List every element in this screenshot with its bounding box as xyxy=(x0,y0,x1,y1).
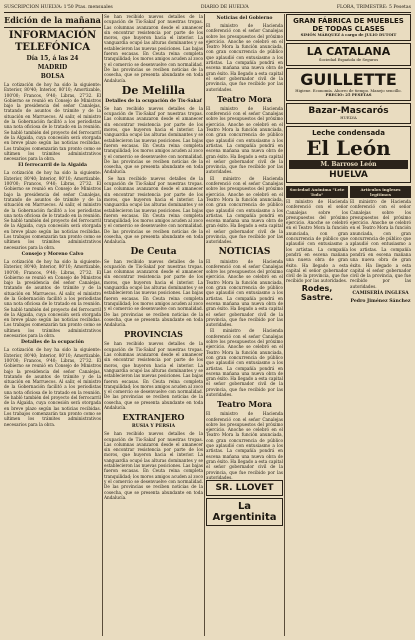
subscription-right: FLORA, TRIMESTRE: 5 Pesetas xyxy=(336,5,411,10)
paper-name: DIARIO DE HUELVA xyxy=(200,5,249,10)
article-body: Se han recibido nuevos detalles de la ocupación de Tis-Sakaf por nuestras tropas. Las columnas avanzaron desde el amanecer sin encontrar resistencia por parte de los moros, que huyeron hacia el interior. La vanguardia ocupó las alturas dominantes y se establecieron las nuevas posiciones. Las bajas fueron escasas. En Ceuta reina completa tranquilidad; los moros amigos acuden al zoco y el comercio se desenvuelve con normalidad. De las provincias se reciben noticias de la cosecha, que se presenta abundante en toda Andalucía. xyxy=(104,14,203,83)
melilla-heading: De Melilla xyxy=(121,83,186,97)
article-body: Se han recibido nuevos detalles de la ocupación de Tis-Sakaf por nuestras tropas. Las columnas avanzaron desde el amanecer sin encontrar resistencia por parte de los moros, que huyeron hacia el interior. La vanguardia ocupó las alturas dominantes y se establecieron las nuevas posiciones. Las bajas fueron escasas. En Ceuta reina completa tranquilidad; los moros amigos acuden al zoco y el comercio se desenvuelve con normalidad. De las provincias se reciben noticias de la cosecha, que se presenta abundante en toda Andalucía. xyxy=(104,175,203,245)
ad-city: HUELVA xyxy=(329,169,368,180)
masthead-strip xyxy=(4,3,411,13)
ceuta-heading: De Ceuta xyxy=(130,246,177,257)
column-rule xyxy=(204,14,205,636)
article-body: El ministro de Hacienda conferenció con el señor Canalejas sobre los presupuestos del próximo ejercicio. Anoche se celebró en el Teatro Mora la función anunciada, con gran concurrencia de público que aplaudió con entusiasmo a los artistas. La compañía pondrá en escena mañana una nueva obra de gran éxito. Ha llegado a esta capital el señor gobernador civil de la provincia, que fue recibido por las autoridades. xyxy=(206,328,283,397)
guillette-ad xyxy=(286,68,411,102)
ad-name: M. Barroso León xyxy=(289,160,408,169)
noticias-heading: NOTICIAS xyxy=(218,246,271,257)
ad-title: El León xyxy=(306,135,391,160)
ingleses-ad xyxy=(350,185,411,306)
ad-subtitle: Higiene. Economía. Ahorro de tiempo. Manejo sencillo. xyxy=(295,87,402,93)
madrid-heading: MADRID xyxy=(37,64,68,71)
article-body: El ministro de Hacienda conferenció con el señor Canalejas sobre los presupuestos del próximo ejercicio. Anoche se celebró en el Teatro Mora la función anunciada, con gran concurrencia de público que aplaudió con entusiasmo a los artistas. La compañía pondrá en escena mañana una nueva obra de gran éxito. Ha llegado a esta capital el señor gobernador civil de la provincia, que fue recibido por las autoridades. xyxy=(206,105,283,175)
lete-todo-ad xyxy=(286,185,348,306)
ad-title: Artículos ingleses legítimos xyxy=(350,186,411,198)
theatre-heading: Teatro Mora xyxy=(217,399,272,410)
argentinita-ad xyxy=(206,498,283,526)
column-1 xyxy=(4,14,101,638)
subheading: Noticias del Gobierno xyxy=(216,16,273,21)
section-title: INFORMACIÓN TELEFÓNICA xyxy=(8,30,97,53)
ad-body: El ministro de Hacienda conferenció con el señor Canalejas sobre los presupuestos del próximo ejercicio. Anoche se celebró en el Teatro Mora la función anunciada, con gran concurrencia de público que aplaudió con entusiasmo a los artistas. La compañía pondrá en escena mañana una nueva obra de gran éxito. Ha llegado a esta capital el señor gobernador civil de la provincia, que fue recibido por las autoridades. xyxy=(286,198,348,284)
date-line: Día 15, á las 24 xyxy=(26,55,79,62)
llovet-ad xyxy=(206,480,283,496)
bazar-ad xyxy=(286,103,411,124)
subheading: El ferrocarril de la Algaida xyxy=(18,163,87,169)
article-body: El ministro de Hacienda conferenció con el señor Canalejas sobre los presupuestos del próximo ejercicio. Anoche se celebró en el Teatro Mora la función anunciada, con gran concurrencia de público que aplaudió con entusiasmo a los artistas. La compañía pondrá en escena mañana una nueva obra de gran éxito. Ha llegado a esta capital el señor gobernador civil de la provincia, que fue recibido por las autoridades. xyxy=(206,411,283,480)
divider xyxy=(4,27,101,28)
column-2 xyxy=(104,14,203,638)
ad-subtitle: HUELVA xyxy=(340,115,357,121)
extranjero-heading: EXTRANJERO xyxy=(122,412,185,423)
article-body: Se han recibido nuevos detalles de la ocupación de Tis-Sakaf por nuestras tropas. Las columnas avanzaron desde el amanecer sin encontrar resistencia por parte de los moros, que huyeron hacia el interior. La vanguardia ocupó las alturas dominantes y se establecieron las nuevas posiciones. Las bajas fueron escasas. En Ceuta reina completa tranquilidad; los moros amigos acuden al zoco y el comercio se desenvuelve con normalidad. De las provincias se reciben noticias de la cosecha, que se presenta abundante en toda Andalucía. xyxy=(104,105,203,175)
theatre-heading: Teatro Mora xyxy=(217,93,272,104)
column-rule xyxy=(102,14,103,636)
insurance-ad xyxy=(286,43,411,66)
el-leon-ad xyxy=(286,126,411,183)
column-4-ads xyxy=(286,14,411,638)
provincias-heading: PROVINCIAS xyxy=(124,329,183,340)
ad-kicker: Leche condensada xyxy=(312,128,385,137)
column-3 xyxy=(206,14,283,638)
ad-title: Sociedad Anónima "Lete Todo" xyxy=(286,186,348,198)
bolsa-heading: BOLSA xyxy=(40,73,65,80)
edition-title: Edición de la mañana xyxy=(4,15,101,25)
ad-title: Rodes, Sastre. xyxy=(300,283,334,302)
ad-subtitle: SIMÓN MÁRQUEZ á cargo de JULIO DUTOIT xyxy=(300,32,397,37)
subheading: RUSIA Y PERSIA xyxy=(131,424,176,430)
subheading: Detalles de la ocupación xyxy=(21,340,84,346)
article-body: La cotización de hoy ha sido la siguiente: Exterior, 80'40; Interior, 80'10; Amortizable, 100'00; Francos, 9'40; Libras, 27'32. El Gobierno se reunió en Consejo de Ministros bajo la presidencia del señor Canalejas, tratando de asuntos de trámite y de la situación en Marruecos. Al salir, el ministro de la Gobernación facilitó a los periodistas una nota oficiosa de lo tratado en la reunión. Se habló también del proyecto del ferrocarril de la Algaida, cuya concesión será otorgada en breve plazo según las noticias recibidas. Los trabajos comenzarán tan pronto como se ultimen los trámites administrativos necesarios para la obra. xyxy=(4,82,101,162)
furniture-ad xyxy=(286,14,411,41)
ad-price: PRECIO: 25 PESETAS xyxy=(325,92,372,98)
bottom-ads-row xyxy=(286,185,411,306)
column-rule xyxy=(284,14,285,636)
article-body: La cotización de hoy ha sido la siguiente: Exterior, 80'40; Interior, 80'10; Amortizable, 100'00; Francos, 9'40; Libras, 27'32. El Gobierno se reunió en Consejo de Ministros bajo la presidencia del señor Canalejas, tratando de asuntos de trámite y de la situación en Marruecos. Al salir, el ministro de la Gobernación facilitó a los periodistas una nota oficiosa de lo tratado en la reunión. Se habló también del proyecto del ferrocarril de la Algaida, cuya concesión será otorgada en breve plazo según las noticias recibidas. Los trabajos comenzarán tan pronto como se ultimen los trámites administrativos necesarios para la obra. xyxy=(4,170,101,250)
article-body: El ministro de Hacienda conferenció con el señor Canalejas sobre los presupuestos del próximo ejercicio. Anoche se celebró en el Teatro Mora la función anunciada, con gran concurrencia de público que aplaudió con entusiasmo a los artistas. La compañía pondrá en escena mañana una nueva obra de gran éxito. Ha llegado a esta capital el señor gobernador civil de la provincia, que fue recibido por las autoridades. xyxy=(206,258,283,328)
subheading: Consejo y Moreno Calvo xyxy=(21,251,84,257)
ad-title: LA CATALANA xyxy=(306,44,391,58)
article-body: Se han recibido nuevos detalles de la ocupación de Tis-Sakaf por nuestras tropas. Las columnas avanzaron desde el amanecer sin encontrar resistencia por parte de los moros, que huyeron hacia el interior. La vanguardia ocupó las alturas dominantes y se establecieron las nuevas posiciones. Las bajas fueron escasas. En Ceuta reina completa tranquilidad; los moros amigos acuden al zoco y el comercio se desenvuelve con normalidad. De las provincias se reciben noticias de la cosecha, que se presenta abundante en toda Andalucía. xyxy=(104,341,203,410)
ad-title: GUILLETTE xyxy=(300,69,397,89)
ad-title: SR. LLOVET xyxy=(215,483,274,494)
article-body: Se han recibido nuevos detalles de la ocupación de Tis-Sakaf por nuestras tropas. Las columnas avanzaron desde el amanecer sin encontrar resistencia por parte de los moros, que huyeron hacia el interior. La vanguardia ocupó las alturas dominantes y se establecieron las nuevas posiciones. Las bajas fueron escasas. En Ceuta reina completa tranquilidad; los moros amigos acuden al zoco y el comercio se desenvuelve con normalidad. De las provincias se reciben noticias de la cosecha, que se presenta abundante en toda Andalucía. xyxy=(104,258,203,328)
article-body: Se han recibido nuevos detalles de la ocupación de Tis-Sakaf por nuestras tropas. Las columnas avanzaron desde el amanecer sin encontrar resistencia por parte de los moros, que huyeron hacia el interior. La vanguardia ocupó las alturas dominantes y se establecieron las nuevas posiciones. Las bajas fueron escasas. En Ceuta reina completa tranquilidad; los moros amigos acuden al zoco y el comercio se desenvuelve con normalidad. De las provincias se reciben noticias de la cosecha, que se presenta abundante en toda Andalucía. xyxy=(104,431,203,500)
ad-title: CAMISERÍA INGLESA xyxy=(352,291,409,297)
ad-title: La Argentinita xyxy=(212,501,277,524)
ad-title: Pedro Jiménez Sánchez xyxy=(350,299,411,305)
article-body: El ministro de Hacienda conferenció con el señor Canalejas sobre los presupuestos del próximo ejercicio. Anoche se celebró en el Teatro Mora la función anunciada, con gran concurrencia de público que aplaudió con entusiasmo a los artistas. La compañía pondrá en escena mañana una nueva obra de gran éxito. Ha llegado a esta capital el señor gobernador civil de la provincia, que fue recibido por las autoridades. xyxy=(206,175,283,245)
ad-body: El ministro de Hacienda conferenció con el señor Canalejas sobre los presupuestos del próximo ejercicio. Anoche se celebró en el Teatro Mora la función anunciada, con gran concurrencia de público que aplaudió con entusiasmo a los artistas. La compañía pondrá en escena mañana una nueva obra de gran éxito. Ha llegado a esta capital el señor gobernador civil de la provincia, que fue recibido por las autoridades. xyxy=(350,198,411,289)
ad-title: Bazar-Mascarós xyxy=(308,106,389,117)
subheading: Detalles de la ocupación de Tis-Sakaf xyxy=(105,98,202,104)
article-body: El ministro de Hacienda conferenció con el señor Canalejas sobre los presupuestos del próximo ejercicio. Anoche se celebró en el Teatro Mora la función anunciada, con gran concurrencia de público que aplaudió con entusiasmo a los artistas. La compañía pondrá en escena mañana una nueva obra de gran éxito. Ha llegado a esta capital el señor gobernador civil de la provincia, que fue recibido por las autoridades. xyxy=(206,23,283,92)
ad-subtitle: Sociedad Española de Seguros xyxy=(318,56,379,62)
ad-title: GRAN FÁBRICA DE MUEBLES DE TODAS CLASES xyxy=(293,17,404,33)
article-body: La cotización de hoy ha sido la siguiente: Exterior, 80'40; Interior, 80'10; Amortizable, 100'00; Francos, 9'40; Libras, 27'32. El Gobierno se reunió en Consejo de Ministros bajo la presidencia del señor Canalejas, tratando de asuntos de trámite y de la situación en Marruecos. Al salir, el ministro de la Gobernación facilitó a los periodistas una nota oficiosa de lo tratado en la reunión. Se habló también del proyecto del ferrocarril de la Algaida, cuya concesión será otorgada en breve plazo según las noticias recibidas. Los trabajos comenzarán tan pronto como se ultimen los trámites administrativos necesarios para la obra. xyxy=(4,347,101,427)
subscription-left: SUSCRIPCION HUELVA: 1'50 Ptas. mensuales xyxy=(4,5,113,10)
article-body: La cotización de hoy ha sido la siguiente: Exterior, 80'40; Interior, 80'10; Amortizable, 100'00; Francos, 9'40; Libras, 27'32. El Gobierno se reunió en Consejo de Ministros bajo la presidencia del señor Canalejas, tratando de asuntos de trámite y de la situación en Marruecos. Al salir, el ministro de la Gobernación facilitó a los periodistas una nota oficiosa de lo tratado en la reunión. Se habló también del proyecto del ferrocarril de la Algaida, cuya concesión será otorgada en breve plazo según las noticias recibidas. Los trabajos comenzarán tan pronto como se ultimen los trámites administrativos necesarios para la obra. xyxy=(4,258,101,339)
